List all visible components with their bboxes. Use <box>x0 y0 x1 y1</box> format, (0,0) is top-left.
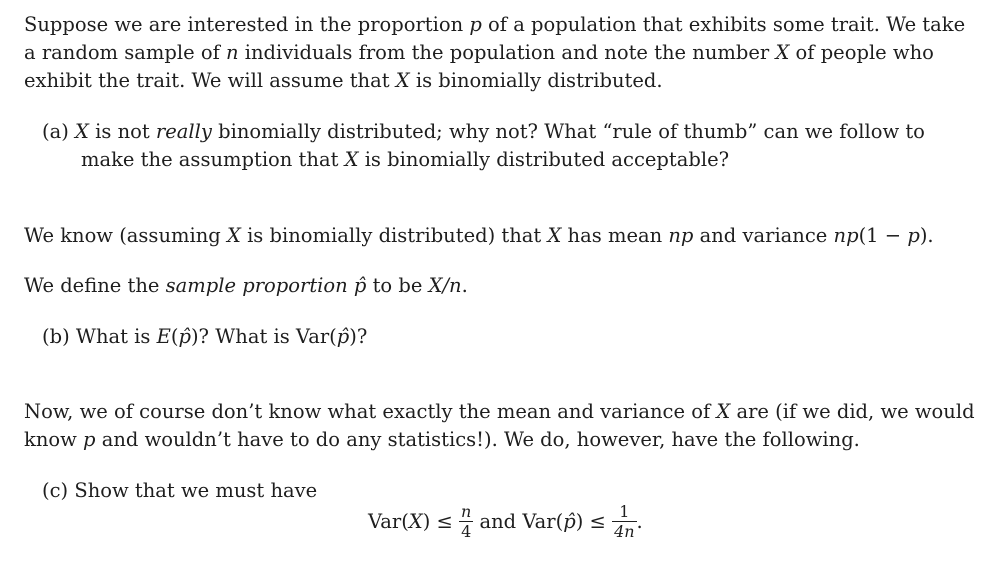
part-c-prompt: (c) Show that we must have <box>42 479 318 502</box>
intro-line-3: exhibit the trait. We will assume that X is binomially distributed. <box>24 69 663 92</box>
part-a-label: (a) <box>42 120 69 143</box>
mean-variance-line: We know (assuming X is binomially distributed) that X has mean np and variance np(1 − p). <box>24 224 934 247</box>
part-b-label: (b) <box>42 325 70 348</box>
now-line-2: know p and wouldn’t have to do any statistics!). We do, however, have the following. <box>24 428 860 451</box>
inequality-formula: Var(X) ≤ $\frac{n}{4}$ and Var(p̂) ≤ $\frac{1}{4n}$ . <box>368 502 643 541</box>
intro-line-1: Suppose we are interested in the proportion p of a population that exhibits some trait. We take <box>24 13 966 36</box>
intro-line-2: a random sample of n individuals from the population and note the number X of people who <box>24 41 934 64</box>
part-b-question: (b) What is E(p̂)? What is Var(p̂)? <box>42 325 368 348</box>
part-c-label: (c) <box>42 479 69 502</box>
now-line-1: Now, we of course don’t know what exactly the mean and variance of X are (if we did, we would <box>24 400 975 423</box>
part-a-line-2: make the assumption that X is binomially distributed acceptable? <box>81 148 730 171</box>
fraction-n-over-4: $\frac{n}{4}$ <box>461 502 472 541</box>
fraction-1-over-4n: $\frac{1}{4n}$ <box>614 502 635 541</box>
sample-proportion-definition: We define the sample proportion p̂ to be X/n. <box>24 274 468 297</box>
part-a-line-1: (a) X is not really binomially distributed; why not? What “rule of thumb” can we follow to <box>42 120 925 143</box>
